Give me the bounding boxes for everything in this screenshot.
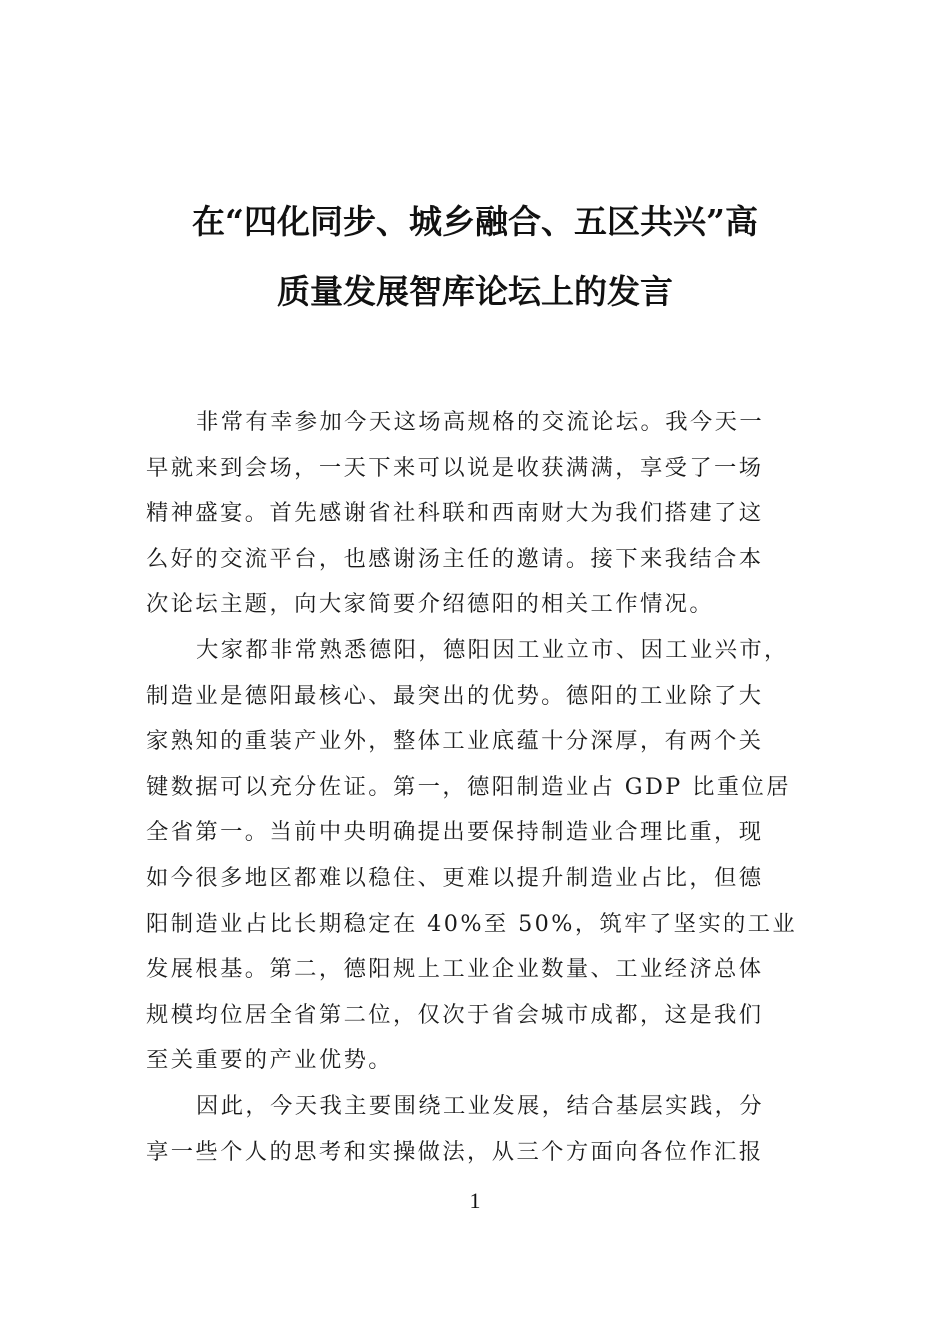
paragraph-line: 家熟知的重装产业外，整体工业底蕴十分深厚，有两个关 xyxy=(146,728,764,755)
paragraph-line: 么好的交流平台，也感谢汤主任的邀请。接下来我结合本 xyxy=(146,545,764,572)
paragraph-line: 阳制造业占比长期稳定在 40%至 50%，筑牢了坚实的工业 xyxy=(146,910,798,937)
paragraph-line: 次论坛主题，向大家简要介绍德阳的相关工作情况。 xyxy=(146,591,715,618)
paragraph-line: 非常有幸参加今天这场高规格的交流论坛。我今天一 xyxy=(196,409,765,435)
paragraph-line: 精神盛宴。首先感谢省社科联和西南财大为我们搭建了这 xyxy=(146,500,764,527)
page-number: 1 xyxy=(469,1188,481,1213)
paragraph-2 xyxy=(146,628,811,1084)
paragraph-line: 键数据可以充分佐证。第一，德阳制造业占 GDP 比重位居 xyxy=(146,773,791,800)
paragraph-line: 至关重要的产业优势。 xyxy=(146,1047,393,1074)
paragraph-line: 享一些个人的思考和实操做法，从三个方面向各位作汇报 xyxy=(146,1138,764,1165)
paragraph-3 xyxy=(146,1084,811,1175)
paragraph-line: 发展根基。第二，德阳规上工业企业数量、工业经济总体 xyxy=(146,956,764,983)
paragraph-line: 早就来到会场，一天下来可以说是收获满满，享受了一场 xyxy=(146,454,764,481)
paragraph-line: 全省第一。当前中央明确提出要保持制造业合理比重，现 xyxy=(146,819,764,846)
body-text xyxy=(146,400,811,1175)
paragraph-line: 如今很多地区都难以稳住、更难以提升制造业占比，但德 xyxy=(146,864,764,891)
paragraph-line: 规模均位居全省第二位，仅次于省会城市成都，这是我们 xyxy=(146,1001,764,1028)
title-line-2: 质量发展智库论坛上的发言 xyxy=(277,272,673,311)
paragraph-line: 大家都非常熟悉德阳，德阳因工业立市、因工业兴市， xyxy=(196,636,789,663)
title-line-1: 在“四化同步、城乡融合、五区共兴”高 xyxy=(192,202,758,241)
paragraph-line: 因此，今天我主要围绕工业发展，结合基层实践，分 xyxy=(196,1092,765,1119)
paragraph-1 xyxy=(146,400,811,628)
paragraph-line: 制造业是德阳最核心、最突出的优势。德阳的工业除了大 xyxy=(146,682,764,709)
